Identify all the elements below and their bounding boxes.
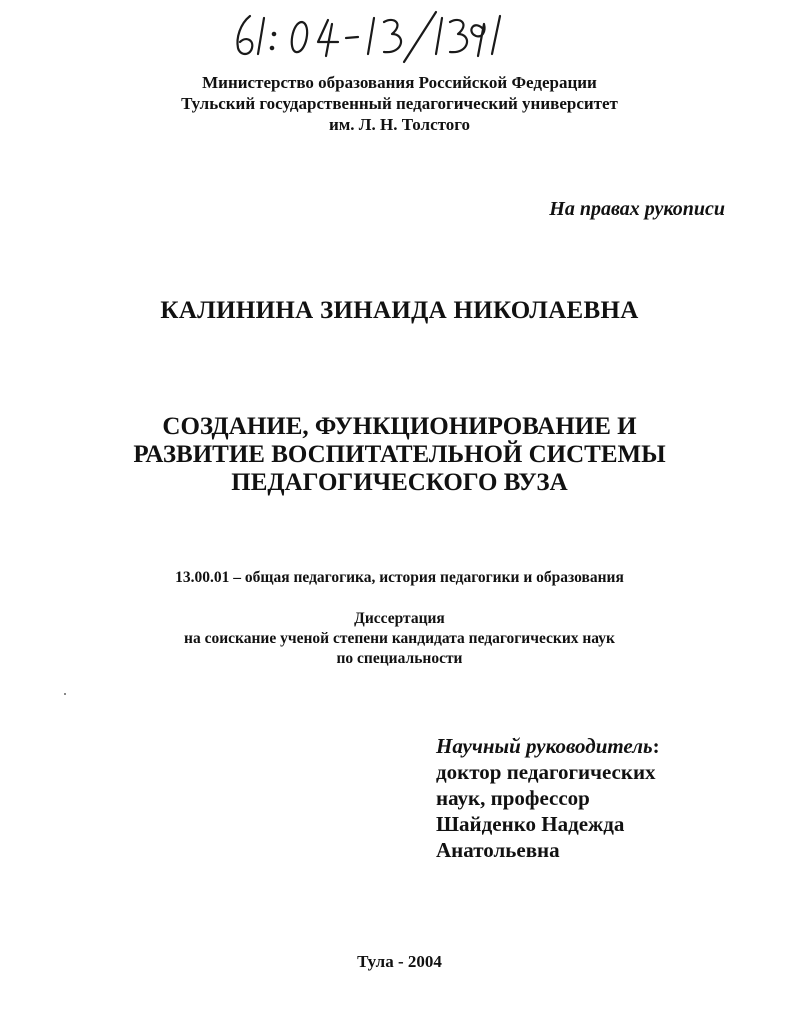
ministry-line: Министерство образования Российской Федерации — [202, 73, 597, 92]
scan-speck — [64, 693, 66, 695]
title-line-1: СОЗДАНИЕ, ФУНКЦИОНИРОВАНИЕ И — [162, 413, 637, 440]
supervisor-block — [436, 733, 660, 863]
archive-code-handwriting — [228, 10, 508, 64]
university-line: Тульский государственный педагогический университет — [181, 94, 618, 113]
supervisor-label-row — [436, 733, 660, 759]
rights-note: На правах рукописи — [549, 198, 725, 220]
supervisor-line-4: Анатольевна — [436, 838, 560, 862]
supervisor-line-1: доктор педагогических — [436, 760, 656, 784]
supervisor-line-3: Шайденко Надежда — [436, 812, 625, 836]
title-line-3: ПЕДАГОГИЧЕСКОГО ВУЗА — [231, 469, 568, 496]
supervisor-colon: : — [652, 734, 660, 758]
dissertation-by-specialty: по специальности — [336, 650, 463, 667]
named-after-line: им. Л. Н. Толстого — [328, 115, 471, 134]
city-year: Тула - 2004 — [357, 952, 442, 971]
supervisor-line-2: наук, профессор — [436, 786, 590, 810]
handwritten-archive-code — [228, 10, 508, 64]
specialty-line: 13.00.01 – общая педагогика, история педагогики и образования — [175, 569, 624, 586]
dissertation-type: Диссертация — [354, 610, 445, 627]
supervisor-label: Научный руководитель — [436, 734, 653, 758]
title-line-2: РАЗВИТИЕ ВОСПИТАТЕЛЬНОЙ СИСТЕМЫ — [133, 441, 666, 468]
author-name: КАЛИНИНА ЗИНАИДА НИКОЛАЕВНА — [160, 297, 639, 324]
dissertation-degree: на соискание ученой степени кандидата педагогических наук — [184, 630, 615, 647]
